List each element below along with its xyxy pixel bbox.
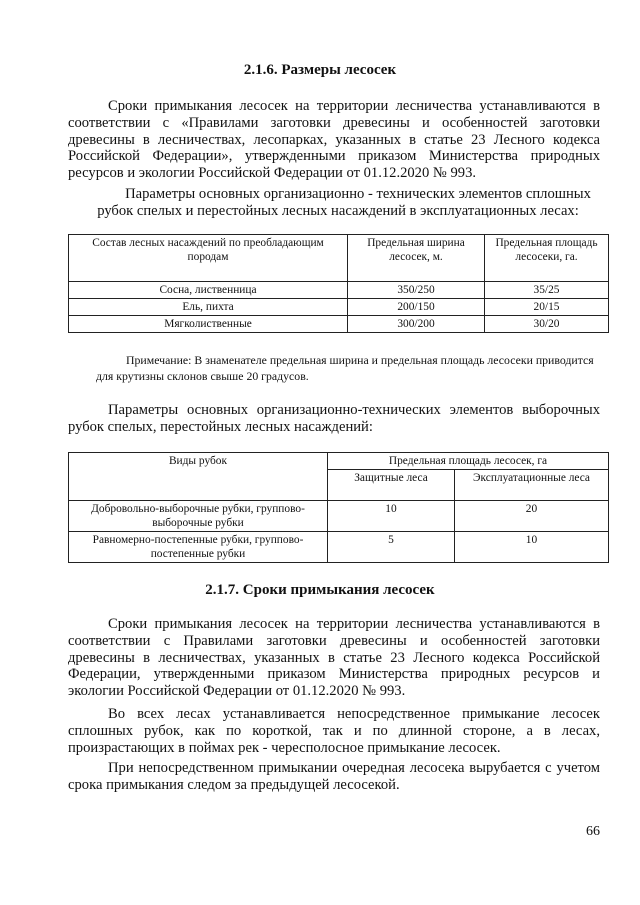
paragraph-selective-cut-parameters: Параметры основных организационно-технических элементов выборочных рубок спелых, перестойных лесных насаждений: bbox=[68, 402, 600, 435]
table-cell: 20/15 bbox=[485, 299, 609, 316]
table-header-cell: Предельная площадь лесосек, га bbox=[328, 453, 609, 470]
table-header-cell: Виды рубок bbox=[69, 453, 328, 501]
paragraph-adjacency-terms: Сроки примыкания лесосек на территории лесничества устанавливаются в соответствии с Правилами заготовки древесины и особенностей заготовки древесины в лесничествах, указанных в статье 23 Лесного кодекса Российской Федерации, утвержденными приказом Министерства природных ресурсов и экологии Российской Федерации от 01.12.2020 № 993. bbox=[68, 616, 600, 700]
section-title-2-1-6: 2.1.6. Размеры лесосек bbox=[243, 62, 397, 78]
paragraph-next-cutting-area: При непосредственном примыкании очередная лесосека вырубается с учетом срока примыкания следом за предыдущей лесосекой. bbox=[68, 760, 600, 793]
section-title-2-1-7: 2.1.7. Сроки примыкания лесосек bbox=[205, 582, 435, 598]
table-row bbox=[69, 299, 609, 316]
page-number: 66 bbox=[586, 824, 600, 839]
table-cell: Сосна, лиственница bbox=[69, 282, 348, 299]
selective-cut-parameters-table bbox=[68, 452, 609, 563]
table-header-cell: Эксплуатационные леса bbox=[455, 470, 609, 501]
table-cell: Ель, пихта bbox=[69, 299, 348, 316]
table-row bbox=[69, 282, 609, 299]
table-header-cell: Защитные леса bbox=[328, 470, 455, 501]
table-note: Примечание: В знаменателе предельная ширина и предельная площадь лесосеки приводится для крутизны склонов свыше 20 градусов. bbox=[96, 353, 594, 383]
table-header-cell: Предельная площадь лесосеки, га. bbox=[485, 235, 609, 282]
table-cell: 5 bbox=[328, 532, 455, 563]
table-row bbox=[69, 532, 609, 563]
table-cell: 300/200 bbox=[348, 316, 485, 333]
table-row bbox=[69, 501, 609, 532]
clear-cut-parameters-table bbox=[68, 234, 609, 333]
table-cell: 350/250 bbox=[348, 282, 485, 299]
paragraph-clear-cut-parameters: Параметры основных организационно - технических элементов сплошных рубок спелых и перестойных лесных насаждений в эксплуатационных лесах: bbox=[97, 186, 591, 219]
table-cell: 10 bbox=[455, 532, 609, 563]
table-cell: 30/20 bbox=[485, 316, 609, 333]
table-cell: Мягколиственные bbox=[69, 316, 348, 333]
paragraph-direct-adjacency: Во всех лесах устанавливается непосредственное примыкание лесосек сплошных рубок, как по короткой, так и по длинной стороне, а в лесах, произрастающих в поймах рек - чересполосное примыкание лесосек. bbox=[68, 706, 600, 756]
table-cell: 200/150 bbox=[348, 299, 485, 316]
table-cell: 35/25 bbox=[485, 282, 609, 299]
table-header-cell: Предельная ширина лесосек, м. bbox=[348, 235, 485, 282]
table-header-row bbox=[69, 453, 609, 470]
table-header-row bbox=[69, 235, 609, 282]
table-row bbox=[69, 316, 609, 333]
table-cell: Равномерно-постепенные рубки, группово-постепенные рубки bbox=[69, 532, 328, 563]
table-cell: 20 bbox=[455, 501, 609, 532]
paragraph-cutting-adjacency-rules: Сроки примыкания лесосек на территории лесничества устанавливаются в соответствии с «Правилами заготовки древесины и особенностей заготовки древесины в лесничествах, лесопарках, указанных в статье 23 Лесного кодекса Российской Федерации», утвержденными приказом Министерства природных ресурсов и экологии Российской Федерации от 01.12.2020 № 993. bbox=[68, 98, 600, 182]
table-cell: 10 bbox=[328, 501, 455, 532]
table-header-cell: Состав лесных насаждений по преобладающим породам bbox=[69, 235, 348, 282]
table-cell: Добровольно-выборочные рубки, группово-выборочные рубки bbox=[69, 501, 328, 532]
